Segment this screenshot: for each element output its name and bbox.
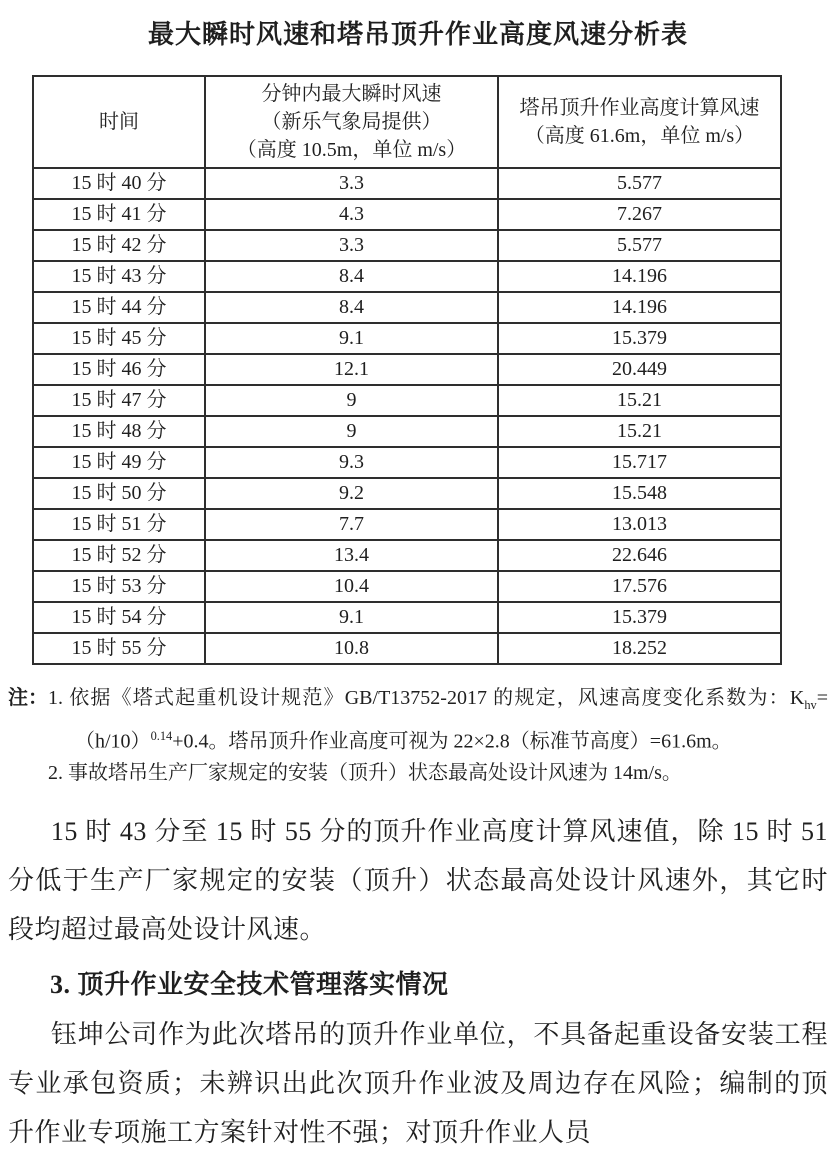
time-cell: 15 时 41 分: [33, 199, 205, 230]
calc-speed-cell: 15.21: [498, 385, 781, 416]
instant-speed-cell: 10.8: [205, 633, 498, 664]
instant-speed-cell: 3.3: [205, 230, 498, 261]
time-cell: 15 时 43 分: [33, 261, 205, 292]
header-line: （高度 10.5m，单位 m/s）: [236, 139, 467, 161]
header-line: 时间: [99, 111, 139, 133]
table-row: [33, 354, 781, 385]
calc-speed-cell: 17.576: [498, 571, 781, 602]
table-row: [33, 509, 781, 540]
formula-subscript: hv: [804, 698, 817, 712]
header-line: （新乐气象局提供）: [261, 111, 442, 133]
instant-speed-cell: 7.7: [205, 509, 498, 540]
instant-speed-cell: 9: [205, 385, 498, 416]
time-cell: 15 时 42 分: [33, 230, 205, 261]
calc-speed-cell: 15.21: [498, 416, 781, 447]
table-row: [33, 292, 781, 323]
calc-speed-cell: 14.196: [498, 292, 781, 323]
table-row: [33, 602, 781, 633]
analysis-paragraph: 15 时 43 分至 15 时 55 分的顶升作业高度计算风速值，除 15 时 51 分低于生产厂家规定的安装（顶升）状态最高处设计风速外，其它时段均超过最高处设计风速。: [8, 816, 828, 944]
instant-speed-cell: 13.4: [205, 540, 498, 571]
col-header-calc-speed: [498, 76, 781, 168]
instant-speed-cell: 9.2: [205, 478, 498, 509]
note-number: 2.: [48, 761, 63, 784]
instant-speed-cell: 9: [205, 416, 498, 447]
calc-speed-cell: 18.252: [498, 633, 781, 664]
time-cell: 15 时 46 分: [33, 354, 205, 385]
instant-speed-cell: 8.4: [205, 261, 498, 292]
notes-block: [8, 683, 828, 789]
time-cell: 15 时 52 分: [33, 540, 205, 571]
table-row: [33, 416, 781, 447]
table-header: [33, 76, 781, 168]
formula-mid: =（h/10）: [75, 687, 829, 753]
note-item-1: [48, 683, 828, 758]
table-row: [33, 633, 781, 664]
formula-superscript: 0.14: [150, 729, 173, 743]
table-row: [33, 478, 781, 509]
table-row: [33, 540, 781, 571]
wind-speed-table: [32, 75, 782, 665]
time-cell: 15 时 45 分: [33, 323, 205, 354]
notes-items: [48, 683, 828, 789]
table-body: [33, 168, 781, 664]
section-heading: 3. 顶升作业安全技术管理落实情况: [50, 969, 449, 999]
body-paragraph: 钰坤公司作为此次塔吊的顶升作业单位，不具备起重设备安装工程专业承包资质；未辨识出此次顶升作业波及周边存在风险；编制的顶升作业专项施工方案针对性不强；对顶升作业人员: [8, 1019, 828, 1147]
time-cell: 15 时 51 分: [33, 509, 205, 540]
calc-speed-cell: 13.013: [498, 509, 781, 540]
note-text: 依据《塔式起重机设计规范》GB/T13752-2017 的规定，风速高度变化系数为：: [69, 687, 790, 709]
calc-speed-cell: 15.379: [498, 323, 781, 354]
calc-speed-cell: 15.548: [498, 478, 781, 509]
notes-label: 注：: [8, 687, 48, 709]
calc-speed-cell: 7.267: [498, 199, 781, 230]
instant-speed-cell: 9.3: [205, 447, 498, 478]
note-number: 1.: [48, 687, 63, 709]
header-line: （高度 61.6m，单位 m/s）: [524, 125, 755, 147]
instant-speed-cell: 12.1: [205, 354, 498, 385]
time-cell: 15 时 47 分: [33, 385, 205, 416]
calc-speed-cell: 22.646: [498, 540, 781, 571]
instant-speed-cell: 4.3: [205, 199, 498, 230]
time-cell: 15 时 49 分: [33, 447, 205, 478]
table-row: [33, 199, 781, 230]
calc-speed-cell: 5.577: [498, 230, 781, 261]
instant-speed-cell: 3.3: [205, 168, 498, 199]
instant-speed-cell: 9.1: [205, 323, 498, 354]
instant-speed-cell: 10.4: [205, 571, 498, 602]
time-cell: 15 时 40 分: [33, 168, 205, 199]
calc-speed-cell: 14.196: [498, 261, 781, 292]
header-line: 分钟内最大瞬时风速: [261, 83, 442, 105]
formula-base: K: [789, 687, 805, 709]
formula-tail: +0.4。塔吊顶升作业高度可视为 22×2.8（标准节高度）=61.6m。: [172, 730, 732, 753]
time-cell: 15 时 54 分: [33, 602, 205, 633]
calc-speed-cell: 15.379: [498, 602, 781, 633]
col-header-time: [33, 76, 205, 168]
instant-speed-cell: 8.4: [205, 292, 498, 323]
table-row: [33, 323, 781, 354]
table-row: [33, 385, 781, 416]
time-cell: 15 时 53 分: [33, 571, 205, 602]
time-cell: 15 时 48 分: [33, 416, 205, 447]
header-row: [33, 76, 781, 168]
header-line: 塔吊顶升作业高度计算风速: [519, 97, 760, 119]
table-row: [33, 261, 781, 292]
calc-speed-cell: 5.577: [498, 168, 781, 199]
page-title: 最大瞬时风速和塔吊顶升作业高度风速分析表: [147, 20, 688, 49]
calc-speed-cell: 15.717: [498, 447, 781, 478]
table-row: [33, 447, 781, 478]
note-text: 事故塔吊生产厂家规定的安装（顶升）状态最高处设计风速为 14m/s。: [68, 761, 682, 784]
time-cell: 15 时 50 分: [33, 478, 205, 509]
calc-speed-cell: 20.449: [498, 354, 781, 385]
col-header-instant-speed: [205, 76, 498, 168]
table-row: [33, 230, 781, 261]
note-item-2: [48, 758, 828, 789]
table-row: [33, 168, 781, 199]
time-cell: 15 时 55 分: [33, 633, 205, 664]
instant-speed-cell: 9.1: [205, 602, 498, 633]
time-cell: 15 时 44 分: [33, 292, 205, 323]
table-row: [33, 571, 781, 602]
